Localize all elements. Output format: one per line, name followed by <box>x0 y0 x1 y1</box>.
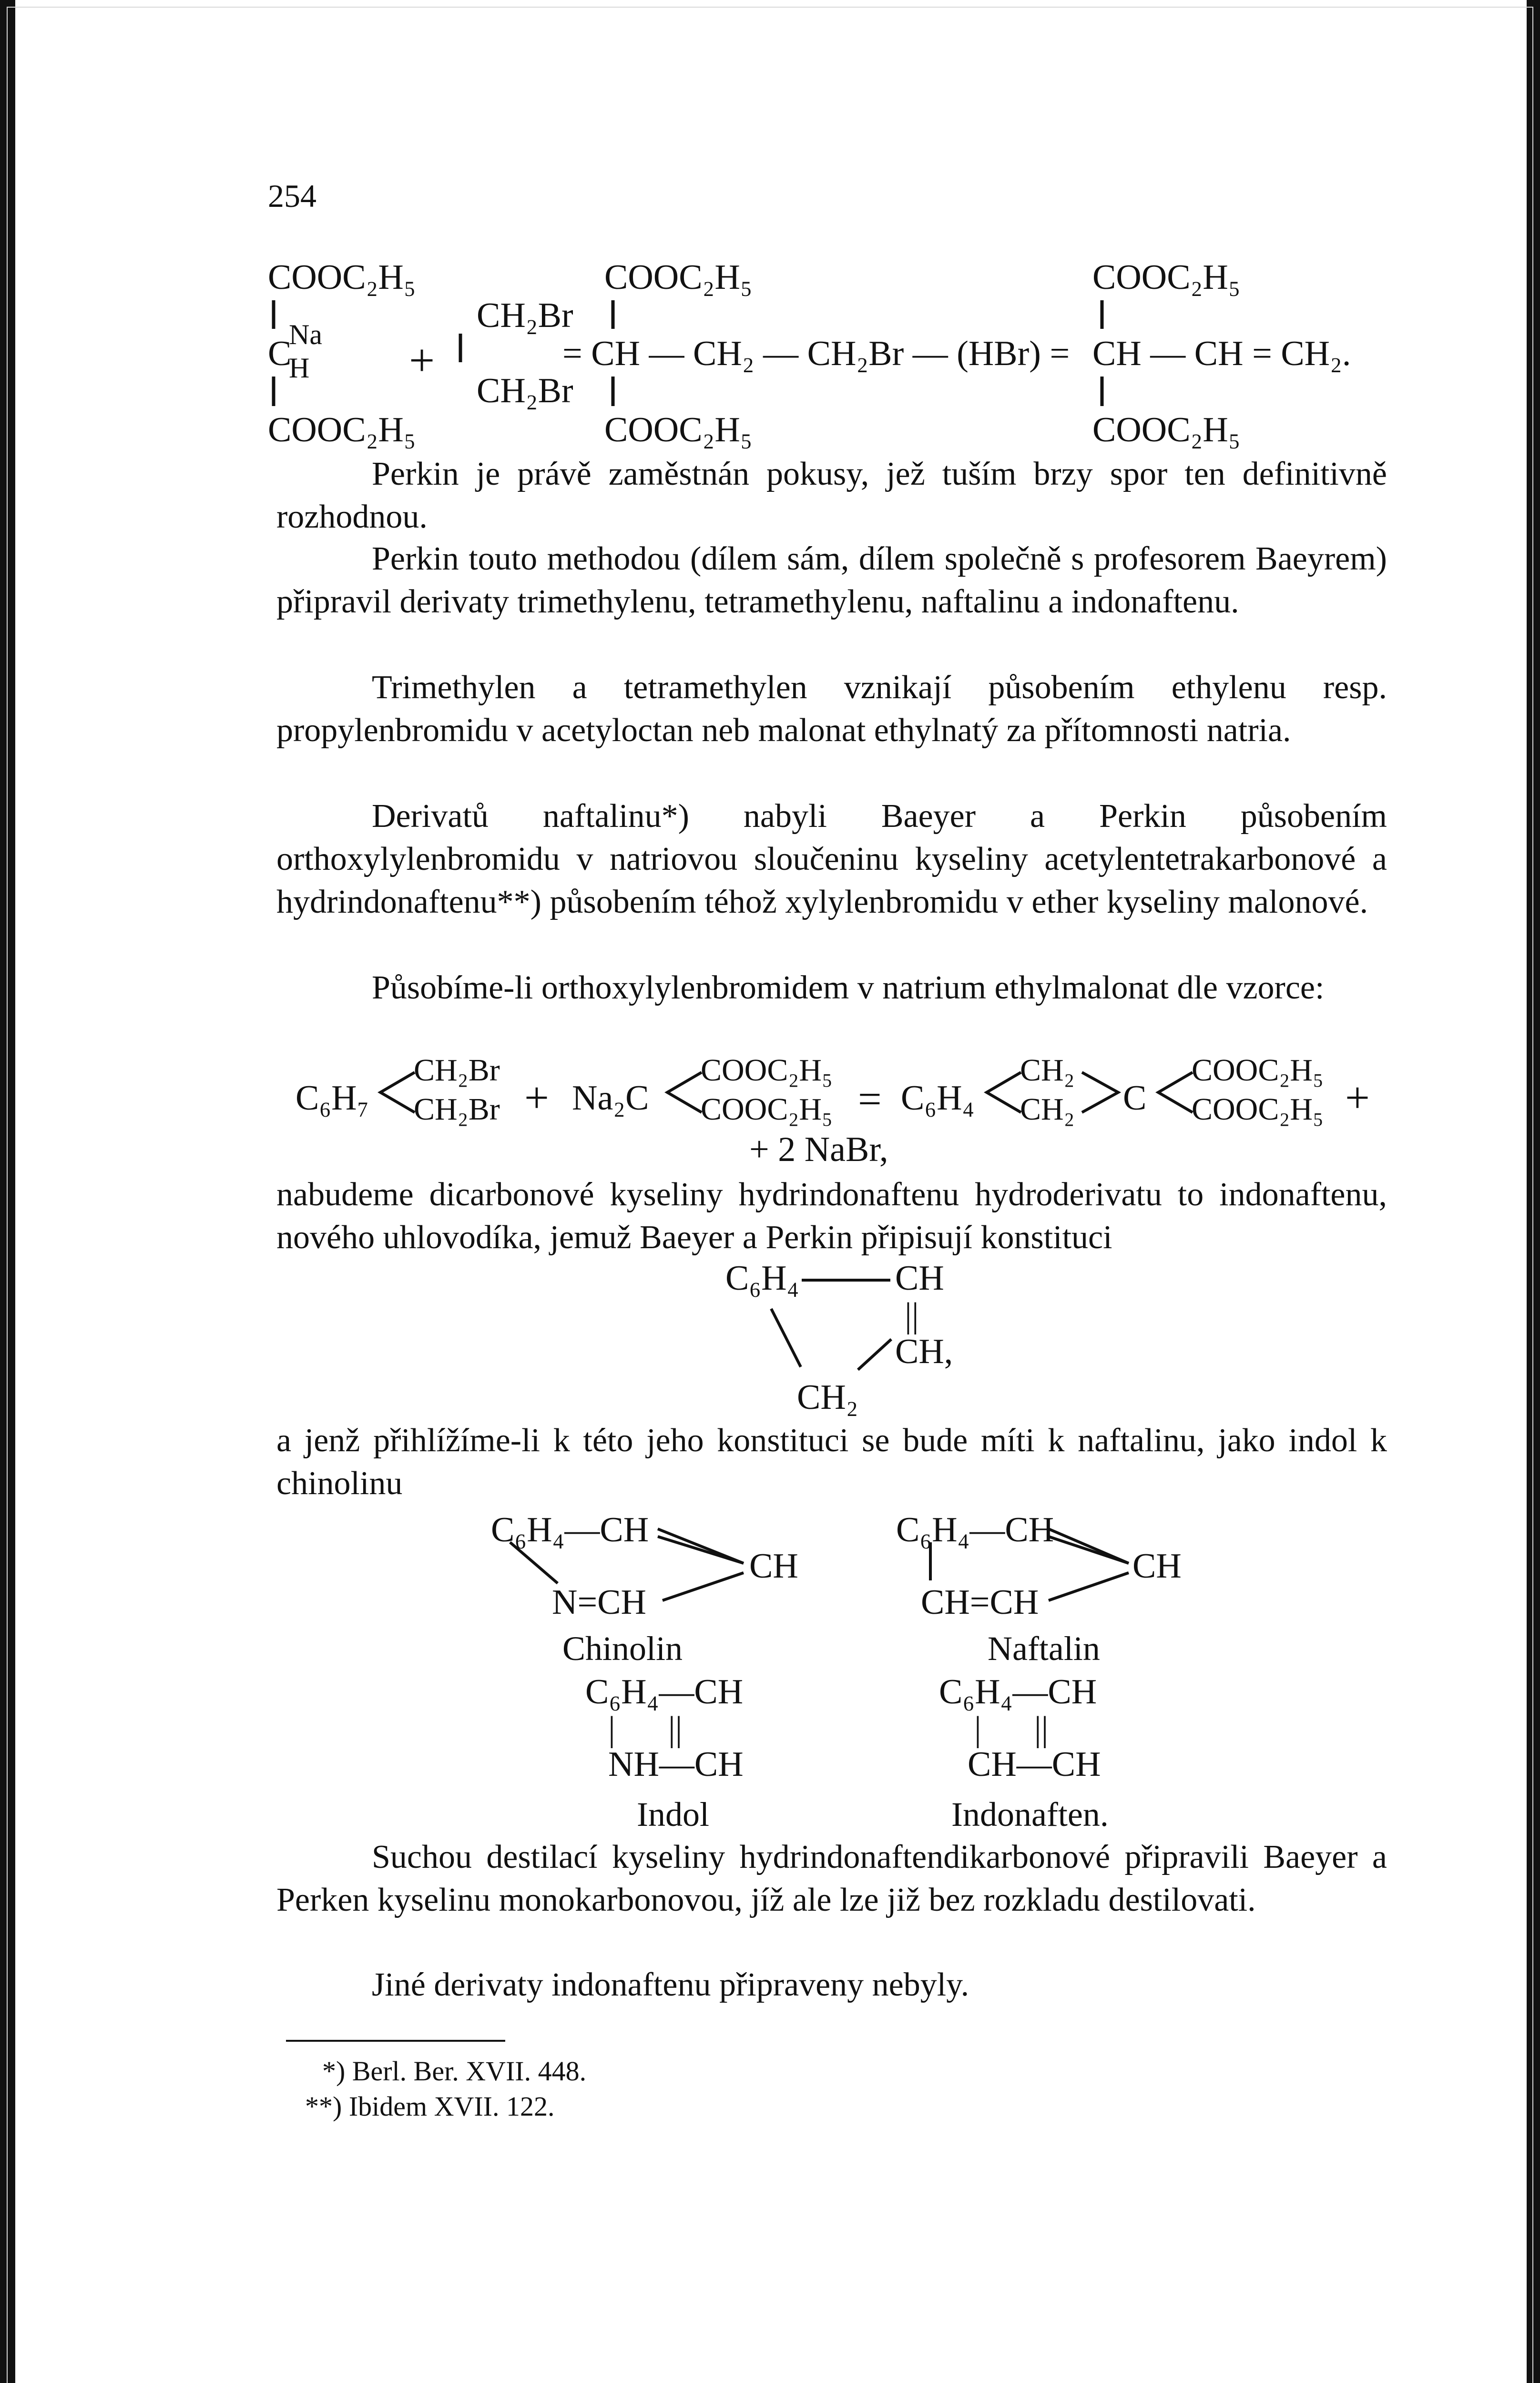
f2-c: C <box>1123 1079 1147 1118</box>
f1-left-bottom: COOC₂H₅ <box>268 410 416 449</box>
chinolin-line1: C₆H₄—CH <box>491 1510 649 1549</box>
f2-equals: = <box>858 1076 882 1122</box>
f1-right-top: COOC₂H₅ <box>1092 258 1241 297</box>
f1-dibromide-top: CH₂Br <box>477 296 573 335</box>
paragraph-2: Perkin touto methodou (dílem sám, dílem společně s profesorem Baeyrem) připravil derivaty trimethylenu, tetramethylenu, naftalinu a indonaftenu. <box>276 540 1387 620</box>
naftalin-line2: CH=CH <box>921 1583 1039 1622</box>
s1-double-bond: || <box>905 1296 919 1335</box>
paragraph-5: Působíme-li orthoxylylenbromidem v natrium ethylmalonat dle vzorce: <box>372 969 1325 1006</box>
s1-ch2: CH₂ <box>797 1378 858 1417</box>
naftalin-line1: C₆H₄—CH <box>896 1510 1054 1549</box>
chinolin-line2: N=CH <box>552 1583 646 1622</box>
indonaften-bonds: | || <box>974 1710 1049 1749</box>
indol-line1: C₆H₄—CH <box>585 1672 744 1711</box>
paragraph-4: Derivatů naftalinu*) nabyli Baeyer a Perkin působením orthoxylylenbromidu v natriovou sloučeninu kyseliny acetylentetrakarbonové a hydrindonaftenu**) působením téhož xylylenbromidu v ether kyseliny malonové. <box>276 798 1387 920</box>
footnote-rule <box>286 2040 505 2042</box>
paragraph-1: Perkin je právě zaměstnán pokusy, jež tuším brzy spor ten definitivně rozhodnou. <box>276 456 1387 535</box>
page-number: 254 <box>268 178 316 214</box>
s1-ch-mid: CH, <box>895 1332 953 1371</box>
f2-c6h7: C₆H₇ <box>296 1079 369 1118</box>
f2-nabr: + 2 NaBr, <box>749 1130 888 1169</box>
f2-ch2br-top: CH₂Br <box>414 1053 500 1088</box>
indol-label: Indol <box>637 1795 709 1833</box>
f1-dibromide-bottom: CH₂Br <box>477 371 573 410</box>
indonaften-line2: CH—CH <box>968 1745 1101 1784</box>
closing-paragraph-2: Jiné derivaty indonaftenu připraveny nebyly. <box>372 1966 969 2003</box>
f2-ring-top: CH₂ <box>1020 1053 1075 1088</box>
f2-ring-bottom: CH₂ <box>1020 1092 1075 1127</box>
closing-paragraph-1: Suchou destilací kyseliny hydrindonaftendikarbonové připravili Baeyer a Perken kyselinu monokarbonovou, jíž ale lze již bez rozkladu destilovati. <box>276 1839 1387 1918</box>
f1-middle-top: COOC₂H₅ <box>604 258 753 297</box>
s1-ch-top: CH <box>895 1259 944 1298</box>
footnote-1: *) Berl. Ber. XVII. 448. <box>322 2056 587 2087</box>
f1-middle-bottom: COOC₂H₅ <box>604 410 753 449</box>
indol-line2: NH—CH <box>608 1745 744 1784</box>
f1-na: Na <box>289 319 322 350</box>
naftalin-ch: CH <box>1132 1547 1182 1586</box>
chinolin-ch: CH <box>749 1547 798 1586</box>
f1-middle-row: = CH — CH₂ — CH₂Br — (HBr) = <box>562 334 1070 373</box>
paragraph-3: Trimethylen a tetramethylen vznikají působením ethylenu resp. propylenbromidu v acetyloctan neb malonat ethylnatý za přítomnosti natria. <box>276 669 1387 749</box>
footnote-2: **) Ibidem XVII. 122. <box>305 2091 555 2122</box>
indonaften-line1: C₆H₄—CH <box>939 1672 1097 1711</box>
f1-plus: + <box>409 335 435 386</box>
indol-bonds: | || <box>608 1710 683 1749</box>
f2-na2c: Na₂C <box>572 1079 649 1118</box>
f2-prod-top: COOC₂H₅ <box>1192 1053 1324 1088</box>
f2-ester-bottom: COOC₂H₅ <box>701 1092 833 1127</box>
paragraph-compare: a jenž přihlížíme-li k této jeho konstituci se bude míti k naftalinu, jako indol k chinolinu <box>276 1422 1387 1502</box>
f2-c6h4: C₆H₄ <box>901 1079 975 1118</box>
f2-ester-top: COOC₂H₅ <box>701 1053 833 1088</box>
f1-h: H <box>289 352 310 384</box>
f2-ch2br-bottom: CH₂Br <box>414 1092 500 1127</box>
chinolin-label: Chinolin <box>562 1629 683 1668</box>
f1-left-top: COOC₂H₅ <box>268 258 416 297</box>
f1-c: C <box>268 334 292 373</box>
f2-plus2: + <box>1345 1073 1370 1122</box>
f1-right-row: CH — CH = CH₂. <box>1092 334 1351 373</box>
f2-plus: + <box>524 1073 549 1122</box>
f2-prod-bottom: COOC₂H₅ <box>1192 1092 1324 1127</box>
f1-right-bottom: COOC₂H₅ <box>1092 410 1241 449</box>
s1-c6h4: C₆H₄ <box>725 1259 799 1298</box>
indonaften-label: Indonaften. <box>951 1795 1109 1833</box>
paragraph-after-formula: nabudeme dicarbonové kyseliny hydrindonaftenu hydroderivatu to indonaftenu, nového uhlovodíka, jemuž Baeyer a Perkin připisují konstituci <box>276 1176 1387 1256</box>
naftalin-label: Naftalin <box>988 1629 1100 1668</box>
